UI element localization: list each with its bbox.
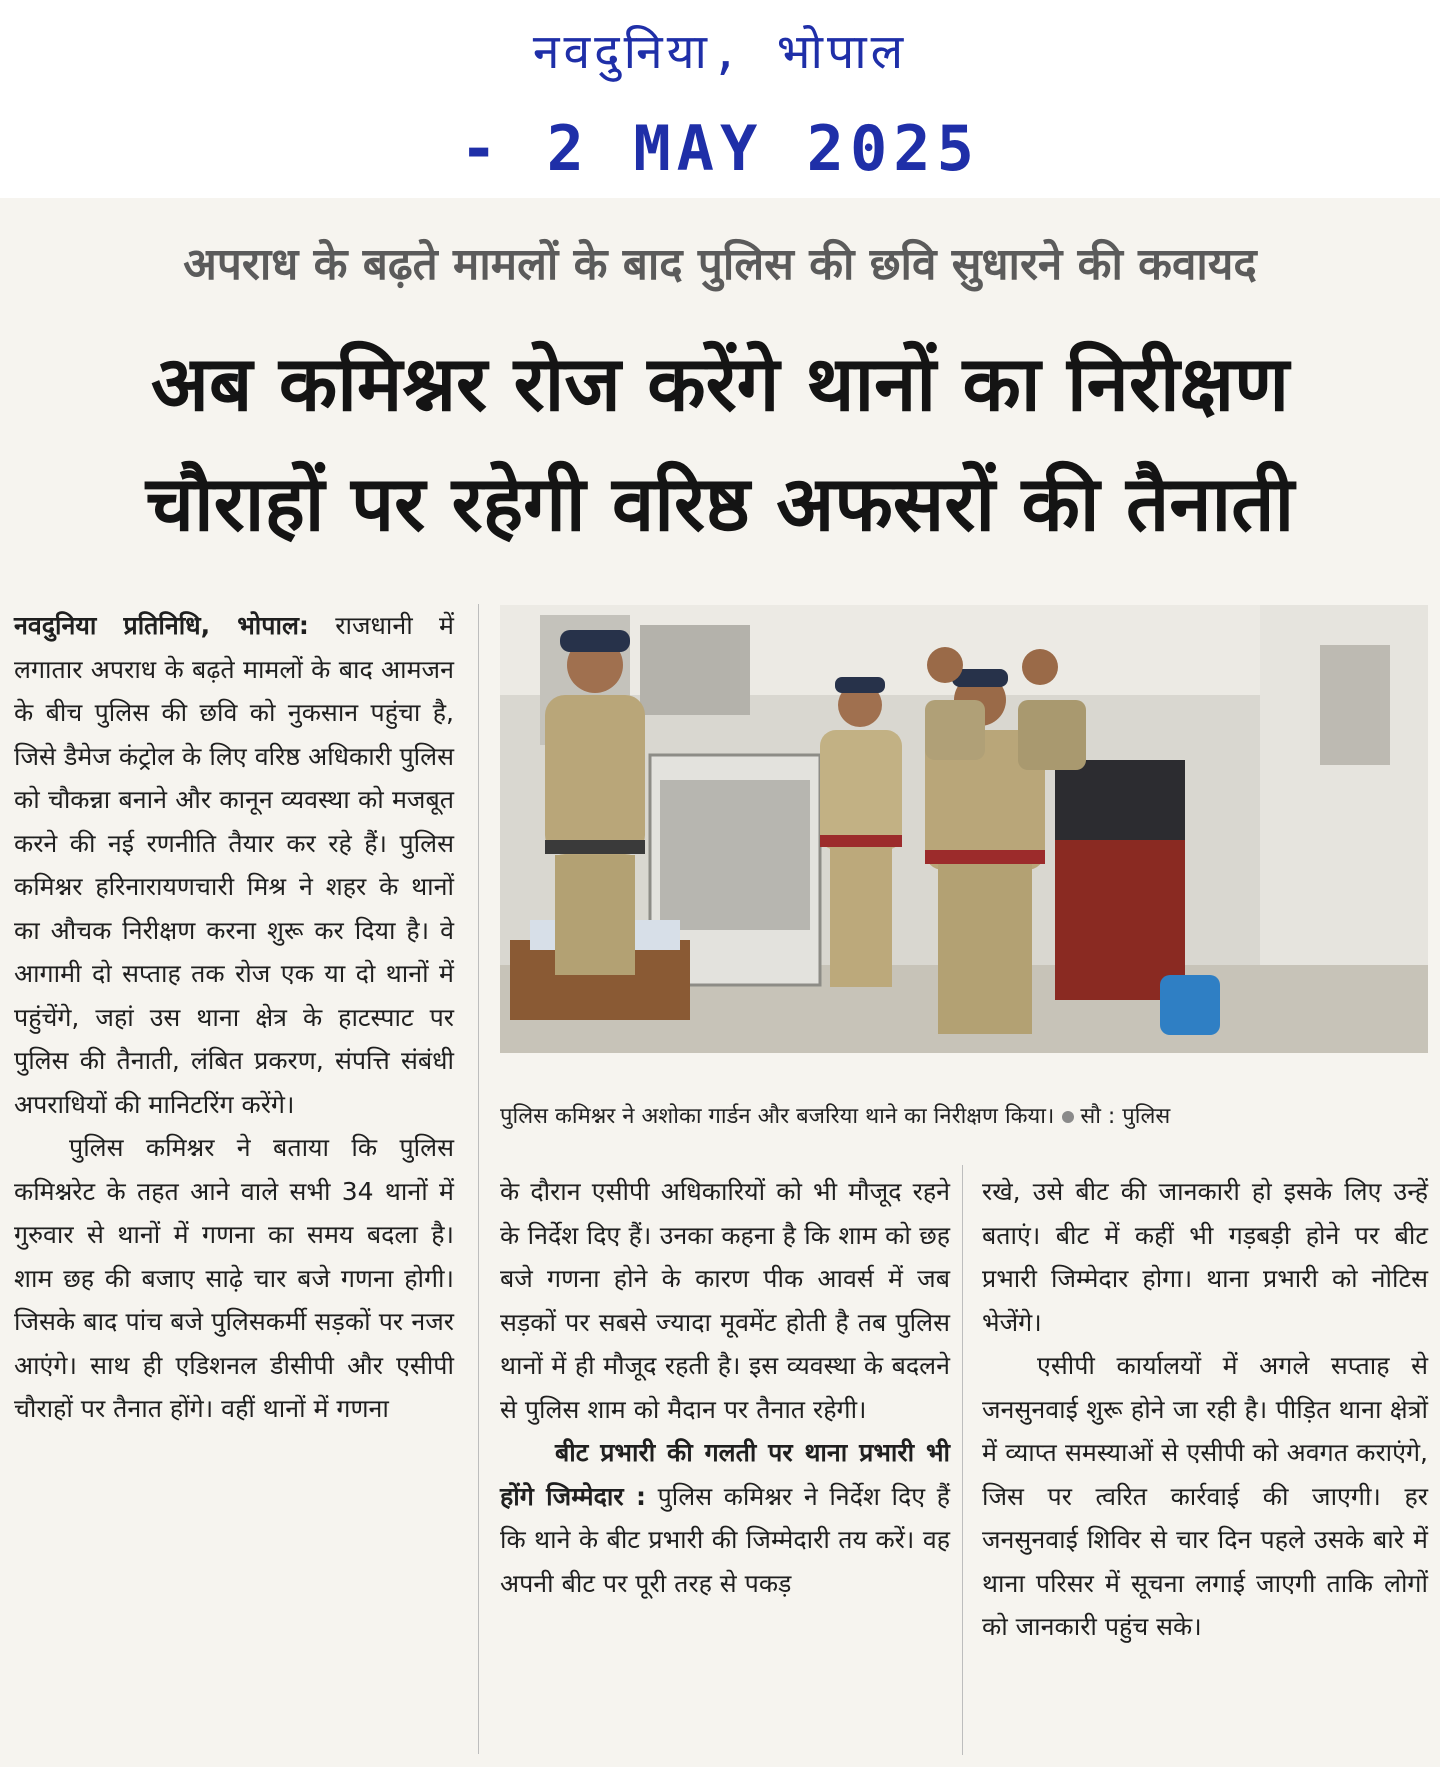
stamp-publication: नवदुनिया, भोपाल xyxy=(532,24,908,80)
news-photo xyxy=(500,605,1428,1053)
article-paragraph: रखे, उसे बीट की जानकारी हो इसके लिए उन्हें बताएं। बीट में कहीं भी गड़बड़ी होने पर बीट प्रभारी जिम्मेदार होगा। थाना प्रभारी को नोटिस भेजेंगे। xyxy=(982,1177,1428,1337)
article-column-left xyxy=(14,604,454,1431)
article-column-middle xyxy=(500,1170,950,1605)
stamp-date: - 2 MAY 2025 xyxy=(460,112,980,185)
subheading: बीट प्रभारी की गलती पर थाना प्रभारी भी होंगे जिम्मेदार : xyxy=(500,1438,950,1511)
article-paragraph: पुलिस कमिश्नर ने बताया कि पुलिस कमिश्नरेट के तहत आने वाले सभी 34 थानों में गुरुवार से थानों में गणना का समय बदला है। शाम छह की बजाए साढ़े चार बजे गणना होगी। जिसके बाद पांच बजे पुलिसकर्मी सड़कों पर नजर आएंगे। साथ ही एडिशनल डीसीपी और एसीपी चौराहों पर तैनात होंगे। वहीं थानों में गणना xyxy=(14,1133,454,1423)
column-divider xyxy=(962,1165,963,1755)
paragraph-text: पुलिस कमिश्नर ने निर्देश दिए हैं कि थाने के बीट प्रभारी की जिम्मेदारी तय करें। वह अपनी बीट पर पूरी तरह से पकड़ xyxy=(500,1481,950,1598)
dateline: नवदुनिया प्रतिनिधि, भोपाल: xyxy=(14,611,309,640)
paragraph-text: राजधानी में लगातार अपराध के बढ़ते मामलों के बाद आमजन के बीच पुलिस की छवि को नुकसान पहुंचा है, जिसे डैमेज कंट्रोल के लिए वरिष्ठ अधिकारी पुलिस को चौकन्ना बनाने और कानून व्यवस्था को मजबूत करने की नई रणनीति तैयार कर रहे हैं। पुलिस कमिश्नर हरिनारायणचारी मिश्र ने शहर के थानों का औचक निरीक्षण करना शुरू कर दिया है। वे आगामी दो सप्ताह तक रोज एक या दो थानों में पहुंचेंगे, जहां उस थाना क्षेत्र के हाटस्पाट पर पुलिस की तैनाती, लंबित प्रकरण, संपत्ति संबंधी अपराधियों की मानिटरिंग करेंगे। xyxy=(14,611,454,1119)
headline-line-1: अब कमिश्नर रोज करेंगे थानों का निरीक्षण xyxy=(150,339,1290,428)
photo-credit: सौ : पुलिस xyxy=(1080,1104,1171,1129)
article-column-right xyxy=(982,1170,1428,1649)
bullet-icon xyxy=(1062,1111,1074,1123)
article-paragraph: के दौरान एसीपी अधिकारियों को भी मौजूद रहने के निर्देश दिए हैं। उनका कहना है कि शाम को छह बजे गणना होने के कारण पीक आवर्स में जब सड़कों पर सबसे ज्यादा मूवमेंट होती है तब पुलिस थानों में ही मौजूद रहती है। इस व्यवस्था के बदलने से पुलिस शाम को मैदान पर तैनात रहेगी। xyxy=(500,1177,950,1424)
article-kicker: अपराध के बढ़ते मामलों के बाद पुलिस की छवि सुधारने की कवायद xyxy=(183,239,1257,290)
article-paragraph xyxy=(500,1431,950,1605)
article-paragraph xyxy=(14,604,454,1126)
photo-illustration xyxy=(500,605,1428,1053)
photo-caption xyxy=(500,1100,1428,1130)
headline-line-2: चौराहों पर रहेगी वरिष्ठ अफसरों की तैनाती xyxy=(145,459,1295,548)
article-paragraph: एसीपी कार्यालयों में अगले सप्ताह से जनसुनवाई शुरू होने जा रही है। पीड़ित थाना क्षेत्रों में व्याप्त समस्याओं से एसीपी को अवगत कराएंगे, जिस पर त्वरित कार्रवाई की जाएगी। हर जनसुनवाई शिविर से चार दिन पहले उसके बारे में थाना परिसर में सूचना लगाई जाएगी ताकि लोगों को जानकारी पहुंच सके। xyxy=(982,1351,1428,1641)
caption-text: पुलिस कमिश्नर ने अशोका गार्डन और बजरिया थाने का निरीक्षण किया। xyxy=(500,1104,1055,1129)
column-divider xyxy=(478,604,479,1754)
